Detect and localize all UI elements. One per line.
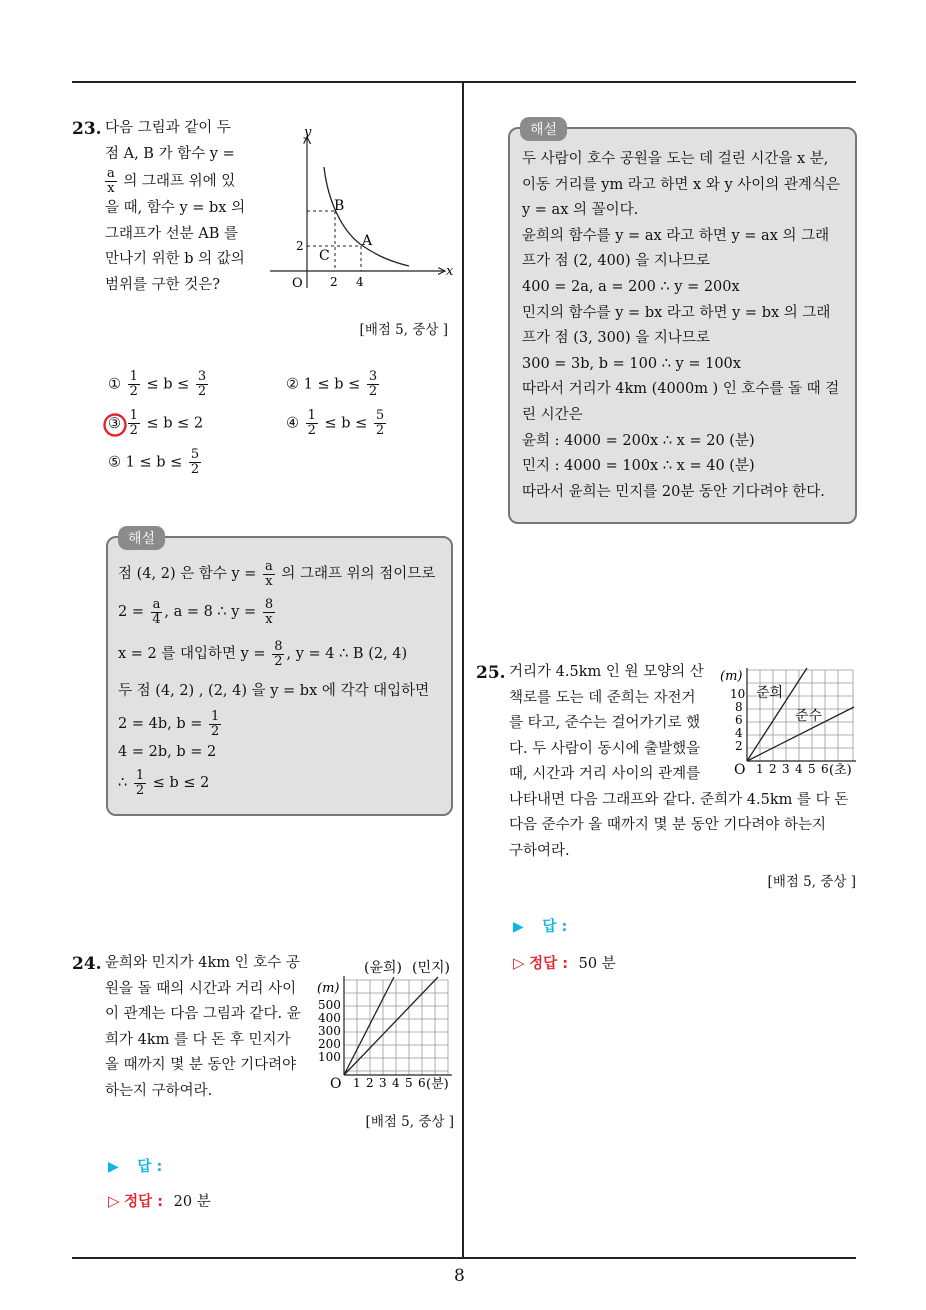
solution-line: 300 = 3b, b = 100 ∴ y = 100x <box>522 355 741 372</box>
origin-label: O <box>330 1076 342 1092</box>
choice-2[interactable]: ② 1 ≤ b ≤ $\frac{3}{2}$ <box>286 369 378 399</box>
y-tick: 8 <box>735 700 743 714</box>
fraction: $\frac{1}{2}$ <box>210 708 220 739</box>
legend-minji: (민지) <box>412 960 450 976</box>
x-tick: 3 <box>782 762 790 776</box>
correct-row-24 <box>108 1190 211 1211</box>
tick-y-2: 2 <box>296 239 304 253</box>
problem-line: $\frac{a}{x}$ 의 그래프 위에 있 <box>107 166 236 196</box>
page-number: 8 <box>454 1266 465 1286</box>
problem-line: 다음 그림과 같이 두 <box>105 120 231 136</box>
solution-line: 윤희의 함수를 y = ax 라고 하면 y = ax 의 그래 <box>522 227 830 244</box>
problem-line: 원을 돌 때의 시간과 거리 사이 <box>105 980 297 997</box>
x-unit-label: (초) <box>829 763 852 778</box>
problem-line: 때, 시간과 거리 사이의 관계를 <box>509 766 701 782</box>
solution-line: 400 = 2a, a = 200 ∴ y = 200x <box>522 278 740 295</box>
solution-body <box>118 558 435 803</box>
x-axis-label: x <box>446 264 454 279</box>
hyperbola-curve <box>324 167 409 266</box>
answer-row-25[interactable] <box>513 915 567 936</box>
fraction: $\frac{8}{2}$ <box>274 638 283 669</box>
problem-23-number: 23. <box>72 119 102 139</box>
problem-line: 만나기 위한 b 의 값의 <box>105 251 245 267</box>
tick-x-4: 4 <box>356 275 364 289</box>
y-unit-label: (m) <box>317 981 340 996</box>
problem-line: 범위를 구한 것은? <box>105 276 221 293</box>
problem-line: 이 관계는 다음 그림과 같다. 윤 <box>105 1006 301 1022</box>
answer-row-24[interactable] <box>108 1155 162 1176</box>
x-tick: 3 <box>379 1076 387 1090</box>
origin-label: O <box>292 276 303 291</box>
solution-tag: 해설 <box>118 526 165 550</box>
red-circle-icon <box>103 412 129 438</box>
legend-yunhee: (윤희) <box>364 960 402 976</box>
solution-line: 두 사람이 호수 공원을 도는 데 걸린 시간을 x 분, <box>522 151 829 167</box>
problem-line: 희가 4km 를 다 돈 후 민지가 <box>105 1031 291 1048</box>
x-tick: 4 <box>795 762 803 776</box>
choice-1[interactable]: ① $\frac{1}{2}$ ≤ b ≤ $\frac{3}{2}$ <box>108 369 207 399</box>
correct-value: 20 분 <box>173 1194 211 1210</box>
fraction: $\frac{5}{2}$ <box>190 447 200 477</box>
origin-label: O <box>734 762 746 778</box>
y-unit-label: (m) <box>720 669 743 684</box>
solution-box-23 <box>106 531 453 816</box>
solution-line: 민지의 함수를 y = bx 라고 하면 y = bx 의 그래 <box>522 304 831 321</box>
x-tick: 1 <box>756 762 764 776</box>
graph-grid <box>344 980 448 1075</box>
fraction: $\frac{1}{2}$ <box>307 408 316 438</box>
problem-23-text <box>105 116 245 298</box>
y-tick: 500 <box>318 998 341 1012</box>
x-tick: 4 <box>392 1076 400 1090</box>
problem-25-number: 25. <box>476 663 506 683</box>
point-b-label: B <box>334 198 345 214</box>
correct-value: 50 분 <box>578 956 616 972</box>
solution-line: 2 = 4b, b = $\frac{1}{2}$ <box>118 708 220 739</box>
solution-line: 프가 점 (2, 400) 을 지나므로 <box>522 253 710 270</box>
choice-3[interactable]: ③ $\frac{1}{2}$ ≤ b ≤ 2 <box>108 409 203 438</box>
fraction: $\frac{3}{2}$ <box>368 369 378 399</box>
y-axis-label: y <box>304 125 312 140</box>
solution-box-24 <box>508 122 857 524</box>
solution-line: 두 점 (4, 2) , (2, 4) 을 y = bx 에 각각 대입하면 <box>118 683 430 699</box>
x-tick: 1 <box>353 1076 361 1090</box>
top-rule <box>72 81 856 83</box>
problem-line: 그래프가 선분 AB 를 <box>105 225 239 242</box>
solution-line: 4 = 2b, b = 2 <box>118 744 217 760</box>
problem-line: 책로를 도는 데 준희는 자전거 <box>509 689 696 706</box>
y-tick: 400 <box>318 1011 341 1025</box>
problem-line: 다음 준수가 올 때까지 몇 분 동안 기다려야 하는지 <box>509 817 827 833</box>
solution-line: 프가 점 (3, 300) 을 지나므로 <box>522 330 710 347</box>
x-tick: 2 <box>769 762 777 776</box>
series-line-yunhee <box>344 977 394 1075</box>
fraction: $\frac{1}{2}$ <box>129 408 138 438</box>
problem-23-graph <box>262 122 462 292</box>
x-tick: 2 <box>366 1076 374 1090</box>
solution-line: 윤희 : 4000 = 200x ∴ x = 20 (분) <box>522 432 755 449</box>
problem-line: 거리가 4.5km 인 원 모양의 산 <box>509 664 704 680</box>
problem-24-number: 24. <box>72 954 102 974</box>
x-tick: 5 <box>405 1076 413 1090</box>
selected-choice-marker: ③ <box>108 416 121 432</box>
x-tick: 6 <box>418 1076 426 1090</box>
problem-24-text <box>105 951 301 1104</box>
y-tick: 100 <box>318 1050 341 1064</box>
y-tick: 200 <box>318 1037 341 1051</box>
problem-25-score: [배점 5, 중상 ] <box>767 874 856 890</box>
solution-body <box>522 147 840 505</box>
correct-row-25 <box>513 952 616 973</box>
series-line-minji <box>344 977 438 1075</box>
choice-4[interactable]: ④ $\frac{1}{2}$ ≤ b ≤ $\frac{5}{2}$ <box>286 408 385 438</box>
outline-triangle-icon: ▷ <box>513 954 525 972</box>
fraction: $\frac{a}{4}$ <box>152 596 161 627</box>
solution-line: x = 2 를 대입하면 y = $\frac{8}{2}$ , y = 4 ∴ B (2, 4) <box>118 638 408 669</box>
correct-label: 정답 : <box>529 956 569 972</box>
problem-line: 나타내면 다음 그래프와 같다. 준희가 4.5km 를 다 돈 <box>509 791 849 808</box>
solution-line: 린 시간은 <box>522 406 583 423</box>
fraction: $\frac{3}{2}$ <box>197 369 207 399</box>
solution-line: 따라서 윤희는 민지를 20분 동안 기다려야 한다. <box>522 483 825 500</box>
solution-line: 민지 : 4000 = 100x ∴ x = 40 (분) <box>522 458 755 475</box>
x-tick: 6 <box>821 762 829 776</box>
solution-line: 2 = $\frac{a}{4}$ , a = 8 ∴ y = $\frac{8}{x}$ <box>118 596 274 627</box>
series-label-junsu: 준수 <box>795 708 823 724</box>
problem-line: 하는지 구하여라. <box>105 1082 213 1099</box>
problem-line: 점 A, B 가 함수 y = <box>105 145 235 162</box>
choice-5[interactable]: ⑤ 1 ≤ b ≤ $\frac{5}{2}$ <box>108 447 200 477</box>
fraction: $\frac{8}{x}$ <box>264 596 274 627</box>
y-tick: 10 <box>730 687 746 701</box>
y-tick: 6 <box>735 713 743 727</box>
solution-line: 이동 거리를 ym 라고 하면 x 와 y 사이의 관계식은 <box>522 176 840 193</box>
problem-line: 윤희와 민지가 4km 인 호수 공 <box>105 955 300 971</box>
solution-line: 따라서 거리가 4km (4000m ) 인 호수를 돌 때 걸 <box>522 381 840 398</box>
problem-24-score: [배점 5, 중상 ] <box>365 1114 454 1130</box>
correct-label: 정답 : <box>124 1194 164 1210</box>
problem-23-score: [배점 5, 중상 ] <box>359 322 448 338</box>
solution-line: 점 (4, 2) 은 함수 y = $\frac{a}{x}$ 의 그래프 위의 점이므로 <box>118 558 436 589</box>
solution-line: ∴ $\frac{1}{2}$ ≤ b ≤ 2 <box>118 767 210 798</box>
problem-line: 를 타고, 준수는 걸어가기로 했 <box>509 715 701 731</box>
column-divider <box>462 81 464 1259</box>
solution-line: y = ax 의 꼴이다. <box>522 202 639 219</box>
point-a-label: A <box>362 233 373 249</box>
fraction: $\frac{a}{x}$ <box>265 558 273 589</box>
fraction: $\frac{5}{2}$ <box>375 408 385 438</box>
y-tick: 4 <box>735 726 743 740</box>
x-unit-label: (분) <box>426 1077 449 1092</box>
play-triangle-icon: ▶ <box>108 1159 119 1175</box>
point-c-label: C <box>319 248 330 264</box>
series-label-junhee: 준희 <box>756 685 784 701</box>
problem-line: 구하여라. <box>509 842 570 859</box>
fraction: $\frac{1}{2}$ <box>135 767 145 798</box>
solution-tag: 해설 <box>520 117 567 141</box>
y-tick: 300 <box>318 1024 341 1038</box>
problem-line: 을 때, 함수 y = bx 의 <box>105 200 246 216</box>
answer-label: 답 : <box>542 919 568 935</box>
y-tick: 2 <box>735 739 743 753</box>
problem-24-graph <box>312 954 458 1092</box>
problem-line: 올 때까지 몇 분 동안 기다려야 <box>105 1057 297 1073</box>
fraction: $\frac{a}{x}$ <box>107 166 115 196</box>
problem-25-graph <box>716 664 862 782</box>
tick-x-2: 2 <box>330 275 338 289</box>
bottom-rule <box>72 1257 856 1259</box>
play-triangle-icon: ▶ <box>513 919 524 935</box>
x-tick: 5 <box>808 762 816 776</box>
problem-line: 다. 두 사람이 동시에 출발했을 <box>509 740 701 757</box>
answer-label: 답 : <box>137 1159 163 1175</box>
outline-triangle-icon: ▷ <box>108 1192 120 1210</box>
fraction: $\frac{1}{2}$ <box>129 369 138 399</box>
